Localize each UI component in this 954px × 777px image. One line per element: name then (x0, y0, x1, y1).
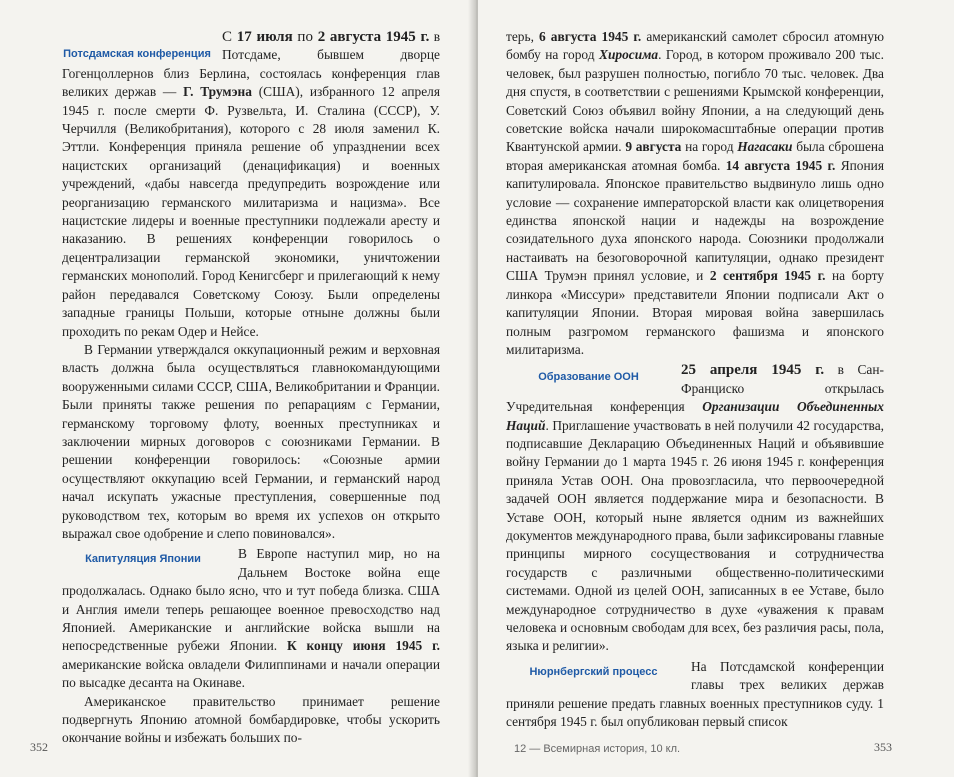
date-april-25: 25 апреля 1945 г. (681, 362, 825, 379)
date-august-14: 14 августа 1945 г. (725, 157, 836, 173)
right-page-text: терь, 6 августа 1945 г. американский самолет сбросил атомную бомбу на город Хиросима. Город, в котором проживало 200 тыс. человек, был разрушен полностью, погибло 70 тыс. человек. Два дня спустя, в соответствии с решениями Крымской конференции, Советский Союз объявил войну Японии, а на следующий день советские войска начали широкомасштабные операции против Квантунской армии. 9 августа на город Нагасаки была сброшена вторая американская атомная бомба. 14 августа 1945 г. Япония капитулировала. Японское правительство выдвинуло лишь одно условие — сохранение императорской власти как олицетворения единства японской нации и надежды на возрождение созидательного духа японского народа. Союзники продолжали настаивать на безоговорочной капитуляции, однако президент США Трумэн принял условие, и 2 сентября 1945 г. на борту линкора «Миссури» представители Японии подписали Акт о капитуляции Японии. Вторая мировая война завершилась полным разгромом германского фашизма и японского милитаризма. Образование ООН 25 апреля 1945 г. в Сан-Франциско открылась Учредительная конференция Организации Объединенных Наций. Приглашение участвовать в ней получили 42 государства, подписавшие Декларацию Объединенных Наций и объявившие войну Германии до 1 марта 1945 г. 26 июня 1945 г. конференция приняла Устав ООН. Она провозгласила, что первоочередной задачей ООН является поддержание мира и безопасности. В Уставе ООН, который ныне является одним из важнейших документов международного права, были зафиксированы главные принципы мирного сосуществования и сотрудничества государств с различными общественно-политическими системами. Одной из целей ООН, записанных в ее Уставе, было международное сотрудничество в духе «уважения к правам человека и основным свободам для всех, без различия расы, пола, языка и религии». Нюрнбергский процесс На Потсдамской конференции главы трех великих держав приняли решение предать главных военных преступников суду. 1 сентября 1945 г. был опубликован первый список (506, 29, 885, 730)
left-page (0, 0, 474, 777)
page-footer: 12 — Всемирная история, 10 кл. (514, 743, 681, 755)
date-july-17: 17 июля (236, 29, 293, 45)
paragraph-occupation: В Германии утверждался оккупационный режим и верховная власть должна была осуществляться главнокомандующими вооруженными силами СССР, США, Великобритании и Франции. Были приняты также решения по репарациям с Германии, германскому торговому флоту, военных преступниках и заключении мирных договоров с союзниками Германии. В решении конференции говорилось: «Союзные армии осуществляют оккупацию всей Германии, и германский народ начал искупать ужасные преступления, совершенные под руководством тех, которым во время их успехов он открыто выражал свое одобрение и слепо повиновался». (62, 341, 440, 541)
name-truman: Г. Трумэна (183, 84, 252, 100)
page-number-right: 353 (874, 740, 892, 754)
org-united-nations: Организации Объединенных Наций (506, 399, 884, 433)
margin-heading-potsdam: Потсдамская конференция (63, 48, 211, 60)
date-august-6: 6 августа 1945 г. (539, 29, 642, 44)
page-number-left: 352 (30, 740, 48, 754)
paragraph-nuremberg: На Потсдамской конференции главы трех великих держав приняли решение предать главных военных преступников суду. 1 сентября 1945 г. был опубликован первый список (506, 658, 884, 730)
margin-heading-nuremberg-trial: Нюрнбергский процесс (529, 665, 658, 678)
right-page (478, 0, 954, 777)
paragraph-atomic-decision: Американское правительство принимает решение подвергнуть Японию атомной бомбардировке, чтобы ускорить окончание войны и избежать больших по- (62, 693, 440, 746)
date-end-of-june: К концу июня 1945 г. (286, 638, 440, 654)
margin-heading-japan-capitulation: Капитуляция Японии (85, 553, 201, 566)
left-page-text: Потсдамская конференция С 17 июля по 2 августа 1945 г. в Потсдаме, бывшем дворце Гогенцоллернов близ Берлина, состоялась конференция глав великих держав — Г. Трумэна (США), избранного 12 апреля 1945 г. после смерти Ф. Рузвельта, И. Сталина (СССР), У. Черчилля (Великобритания), которого с 28 июля заменил К. Эттли. Конференция приняла решение об упразднении всех нацистских организаций (денацификация) и военных учреждений, «дабы навсегда предупредить возрождение или реорганизацию германского милитаризма и нацизма». Все нацистские лидеры и военные преступники подлежали аресту и наказанию. В решениях конференции говорилось о децентрализации германской экономики, уничтожении германских монополий. Город Кенигсберг и прилегающий к нему район передавался Советскому Союзу. Были определены западные границы Польши, которые отныне должны были проходить по рекам Одер и Нейсе. В Германии утверждался оккупационный режим и верховная власть должна была осуществляться главнокомандующими вооруженными силами СССР, США, Великобритании и Франции. Были приняты также решения по репарациям с Германии, германскому торговому флоту, военных преступниках и заключении мирных договоров с союзниками Германии. В решении конференции говорилось: «Союзные армии осуществляют оккупацию всей Германии, и германский народ начал искупать ужасные преступления, совершенные под руководством тех, которым во время их успехов он открыто выражал свое одобрение и слепо повиновался». Капитуляция Японии В Европе наступил мир, но на Дальнем Востоке война еще продолжалась. Однако было ясно, что и тут победа близка. США и Англия имели теперь решающее военное превосходство над Японией. Американские и английские войска вышли на непосредственные рубежи Японии. К концу июня 1945 г. американские войска овладели Филиппинами и начали операции по высадке десанта на Окинаве. Американское правительство принимает решение подвергнуть Японию атомной бомбардировке, чтобы ускорить окончание войны и избежать больших по- (62, 28, 440, 748)
date-august-2: 2 августа 1945 г. (317, 29, 430, 45)
city-nagasaki: Нагасаки (737, 139, 793, 155)
date-august-9: 9 августа (625, 139, 682, 155)
date-september-2: 2 сентября 1945 г. (709, 268, 826, 284)
city-hiroshima: Хиросима (599, 47, 659, 63)
margin-heading-un-formation: Образование ООН (538, 371, 639, 384)
